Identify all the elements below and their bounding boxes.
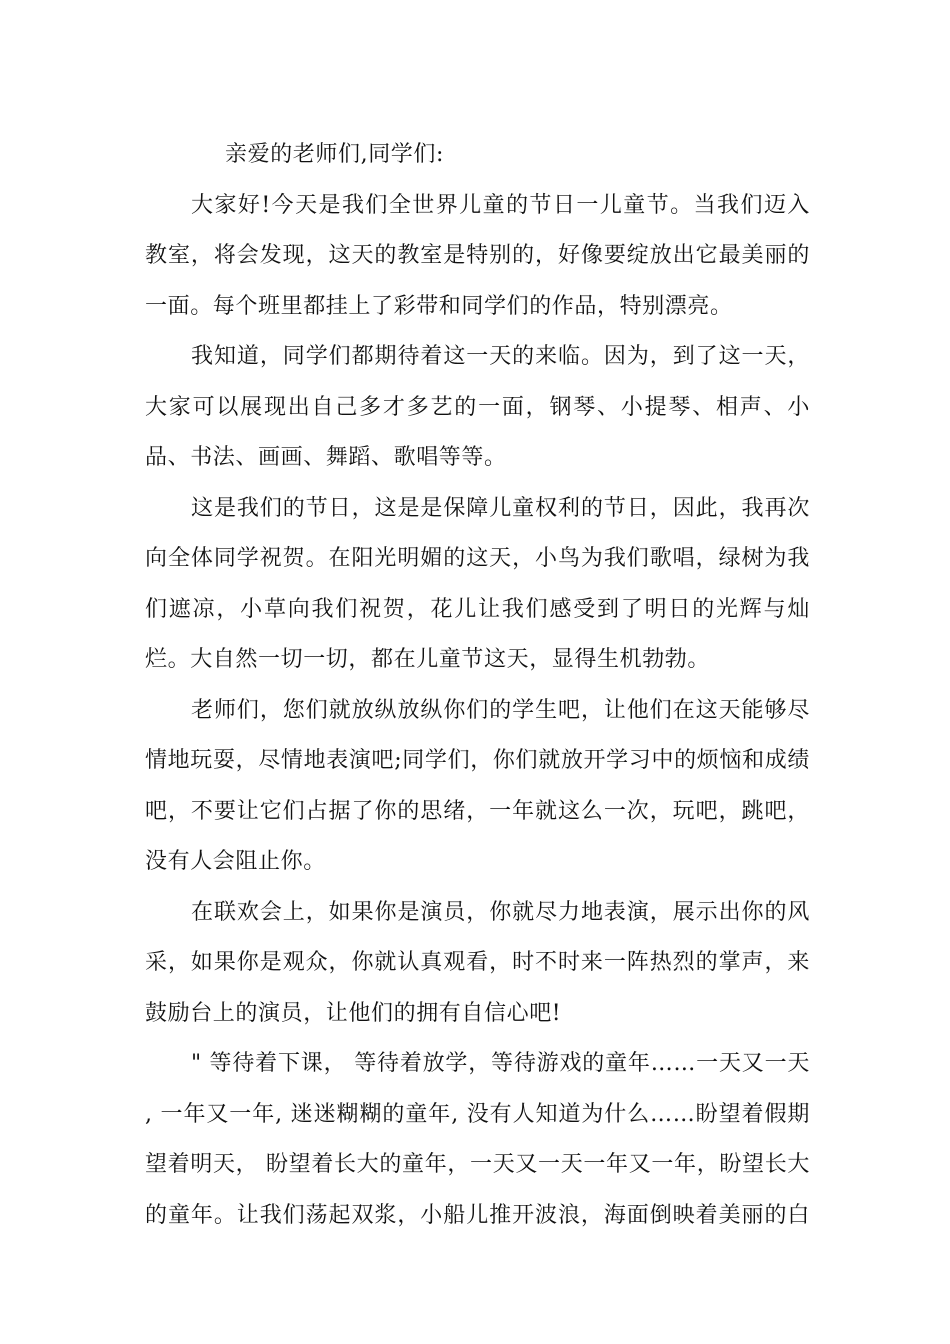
- paragraph-line: 没有人会阻止你。: [145, 849, 326, 874]
- paragraph: [145, 332, 810, 484]
- paragraph-line: 情地玩耍，尽情地表演吧;同学们，你们就放开学习中的烦恼和成绩: [145, 748, 810, 773]
- paragraph-line: 一面。每个班里都挂上了彩带和同学们的作品，特别漂亮。: [145, 293, 733, 319]
- paragraph-line: 我知道，同学们都期待着这一天的来临。因为，到了这一天，: [191, 344, 810, 369]
- paragraph-line: 教室，将会发现，这天的教室是特别的，好像要绽放出它最美丽的: [145, 243, 810, 268]
- paragraph-line: 这是我们的节日，这是是保障儿童权利的节日，因此，我再次: [191, 495, 810, 521]
- paragraph-line: 望着明天， 盼望着长大的童年，一天又一天一年又一年，盼望长大: [145, 1152, 810, 1177]
- paragraph-line: 大家可以展现出自己多才多艺的一面，钢琴、小提琴、相声、小: [145, 394, 810, 420]
- paragraph-line: 大家好!今天是我们全世界儿童的节日一儿童节。当我们迈入: [191, 192, 810, 218]
- salutation: 亲爱的老师们,同学们:: [225, 142, 445, 167]
- paragraph-line: 烂。大自然一切一切，都在儿童节这天，显得生机勃勃。: [145, 647, 711, 672]
- paragraph: [145, 484, 810, 686]
- paragraph-line: 在联欢会上，如果你是演员，你就尽力地表演，展示出你的风: [191, 899, 810, 925]
- paragraph: [145, 181, 810, 333]
- paragraph: [145, 686, 810, 888]
- paragraph-line: 的童年。让我们荡起双浆，小船儿推开波浪，海面倒映着美丽的白: [145, 1202, 810, 1228]
- paragraph-line: , 一年又一年, 迷迷糊糊的童年, 没有人知道为什么……盼望着假期: [145, 1101, 810, 1127]
- paragraph-line: 品、书法、画画、舞蹈、歌唱等等。: [145, 445, 507, 470]
- document-body: [145, 130, 810, 1241]
- paragraph-line: 采，如果你是观众，你就认真观看，时不时来一阵热烈的掌声，来: [145, 950, 810, 975]
- paragraph-line: 鼓励台上的演员，让他们的拥有自信心吧!: [145, 1000, 562, 1026]
- paragraph-line: 们遮凉，小草向我们祝贺，花儿让我们感受到了明日的光辉与灿: [145, 596, 810, 622]
- paragraph-line: " 等待着下课， 等待着放学，等待游戏的童年……一天又一天: [191, 1051, 810, 1076]
- paragraph-line: 向全体同学祝贺。在阳光明媚的这天，小鸟为我们歌唱，绿树为我: [145, 546, 810, 571]
- paragraph: [145, 888, 810, 1040]
- paragraph: [145, 1039, 810, 1241]
- paragraph-line: 吧，不要让它们占据了你的思绪，一年就这么一次，玩吧，跳吧，: [145, 798, 810, 824]
- paragraph-line: 老师们，您们就放纵放纵你们的学生吧，让他们在这天能够尽: [191, 697, 810, 723]
